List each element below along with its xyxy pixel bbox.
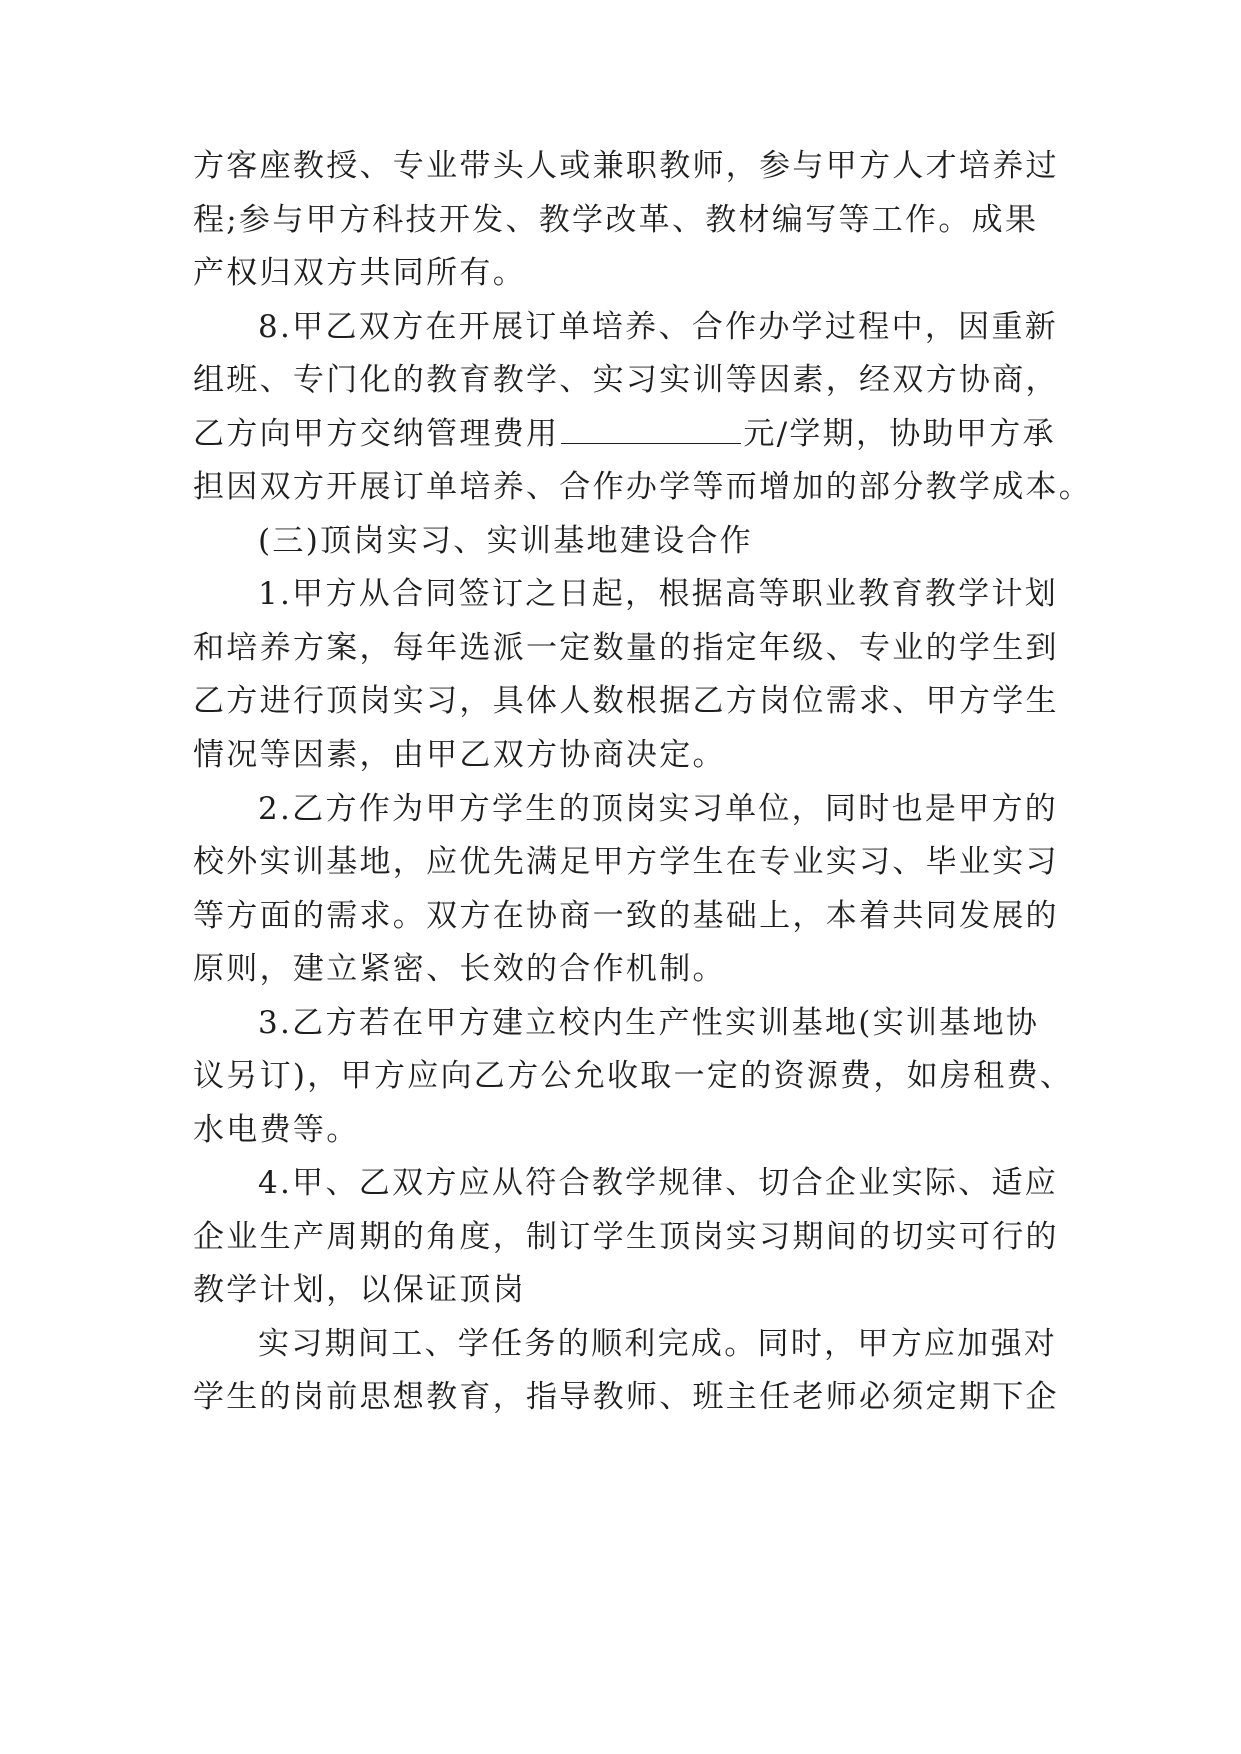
text-line: 学生的岗前思想教育，指导教师、班主任老师必须定期下企 <box>193 1379 1059 1415</box>
text-line: 3.乙方若在甲方建立校内生产性实训基地(实训基地协 <box>258 1005 1040 1041</box>
text-line: 等方面的需求。双方在协商一致的基础上，本着共同发展的 <box>193 898 1059 934</box>
fee-line-before: 乙方向甲方交纳管理费用 <box>193 416 560 452</box>
text-line: 水电费等。 <box>193 1112 360 1148</box>
text-line: 企业生产周期的角度，制订学生顶岗实习期间的切实可行的 <box>193 1219 1059 1255</box>
text-line: 4.甲、乙双方应从符合教学规律、切合企业实际、适应 <box>258 1165 1059 1201</box>
text-line: 1.甲方从合同签订之日起，根据高等职业教育教学计划 <box>258 576 1059 612</box>
text-line: 乙方进行顶岗实习，具体人数根据乙方岗位需求、甲方学生 <box>193 683 1059 719</box>
text-line: 实习期间工、学任务的顺利完成。同时，甲方应加强对 <box>258 1326 1058 1362</box>
text-line: 产权归双方共同所有。 <box>193 255 526 291</box>
text-line: 情况等因素，由甲乙双方协商决定。 <box>193 737 726 773</box>
text-line: 教学计划，以保证顶岗 <box>193 1272 526 1308</box>
section-heading: (三)顶岗实习、实训基地建设合作 <box>258 523 753 559</box>
text-line: 2.乙方作为甲方学生的顶岗实习单位，同时也是甲方的 <box>258 791 1059 827</box>
text-line: 程;参与甲方科技开发、教学改革、教材编写等工作。成果 <box>193 202 1039 238</box>
text-line: 8.甲乙双方在开展订单培养、合作办学过程中，因重新 <box>258 309 1059 345</box>
text-line: 校外实训基地，应优先满足甲方学生在专业实习、毕业实习 <box>193 844 1059 880</box>
text-line: 方客座教授、专业带头人或兼职教师，参与甲方人才培养过 <box>193 148 1059 184</box>
text-line: 组班、专门化的教育教学、实习实训等因素，经双方协商， <box>193 362 1059 398</box>
fee-line <box>193 405 1073 463</box>
fee-blank <box>561 413 741 444</box>
text-line: 原则，建立紧密、长效的合作机制。 <box>193 951 726 987</box>
text-line: 议另订)，甲方应向乙方公允收取一定的资源费，如房租费、 <box>193 1058 1074 1094</box>
text-line: 担因双方开展订单培养、合作办学等而增加的部分教学成本。 <box>193 469 1093 505</box>
text-line: 和培养方案，每年选派一定数量的指定年级、专业的学生到 <box>193 630 1059 666</box>
fee-line-after: 元/学期，协助甲方承 <box>743 416 1056 452</box>
